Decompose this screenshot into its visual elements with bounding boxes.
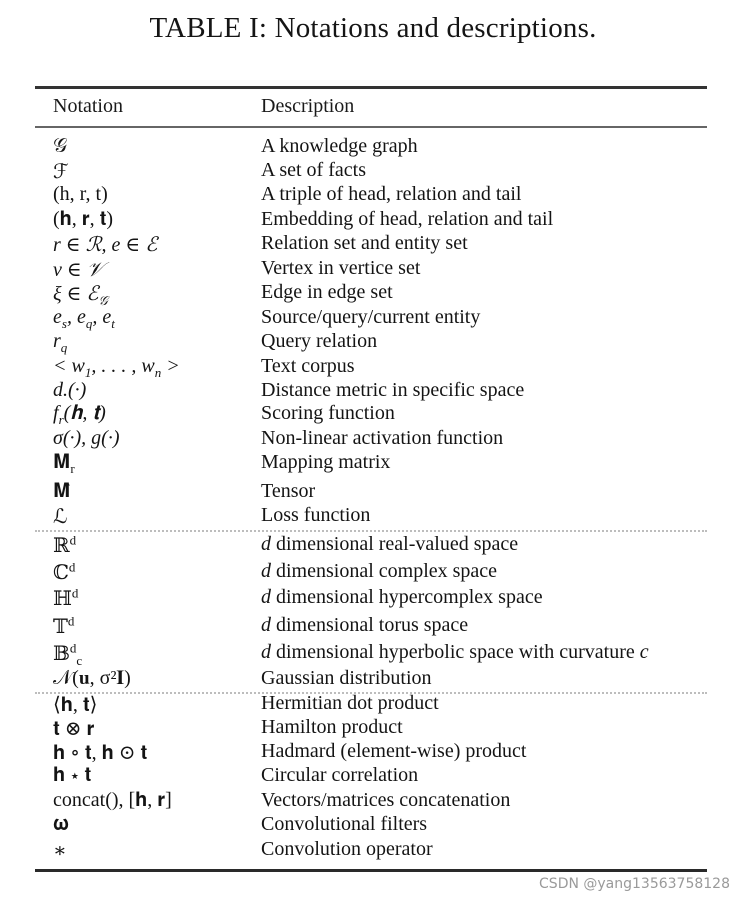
table-row xyxy=(0,451,746,475)
notation-cell: ⟨𝐡, 𝐭⟩ xyxy=(53,694,98,716)
notation-cell: 𝐡 ∘ 𝐭, 𝐡 ⊙ 𝐭 xyxy=(53,742,148,764)
description-cell: Hamilton product xyxy=(261,716,403,738)
notation-cell: $e_s$, $e_q$, $e_t$ xyxy=(53,306,115,331)
description-cell: d dimensional torus space xyxy=(261,614,469,636)
description-cell: A triple of head, relation and tail xyxy=(261,183,522,205)
notation-cell: ℱ xyxy=(53,161,69,183)
table-row xyxy=(0,533,746,557)
table-row xyxy=(0,716,746,740)
notation-cell: (h, r, t) xyxy=(53,183,108,205)
description-cell: Convolutional filters xyxy=(261,813,428,835)
table-row xyxy=(0,355,746,379)
description-cell: Circular correlation xyxy=(261,764,419,786)
table-row xyxy=(0,667,746,691)
table-caption: TABLE I: Notations and descriptions. xyxy=(149,12,597,44)
table-row xyxy=(0,427,746,451)
description-cell: Query relation xyxy=(261,330,378,352)
table-row xyxy=(0,257,746,281)
description-cell: d dimensional real-valued space xyxy=(261,533,519,555)
description-cell: Scoring function xyxy=(261,402,395,424)
table-row xyxy=(0,135,746,159)
table-row xyxy=(0,740,746,764)
table-row xyxy=(0,764,746,788)
description-cell: Distance metric in specific space xyxy=(261,379,525,401)
notation-cell: ℒ xyxy=(53,506,68,528)
description-cell: Relation set and entity set xyxy=(261,232,468,254)
description-cell: Tensor xyxy=(261,480,316,502)
table-row xyxy=(0,232,746,256)
table-row xyxy=(0,560,746,584)
notation-cell: $f_r(𝐡$, 𝐭) xyxy=(53,402,106,427)
notation-cell: < $w_1$, . . . , $w_n$ > xyxy=(53,355,180,380)
notation-cell: r ∈ ℛ, e ∈ ℰ xyxy=(53,234,158,256)
notation-cell: 𝐌̂ xyxy=(53,480,71,502)
notation-cell: $r_q$ xyxy=(53,330,68,355)
table-row xyxy=(0,330,746,354)
group-separator xyxy=(35,530,707,532)
notation-cell: d.(·) xyxy=(53,379,87,401)
bottom-rule xyxy=(35,869,707,872)
notation-cell: σ(·), g(·) xyxy=(53,427,120,449)
table-row xyxy=(0,159,746,183)
notation-cell: concat(), [𝐡, 𝐫] xyxy=(53,789,172,811)
description-cell: Edge in edge set xyxy=(261,281,393,303)
description-cell: Hermitian dot product xyxy=(261,692,439,714)
description-cell: Gaussian distribution xyxy=(261,667,432,689)
notation-cell: (𝐡, 𝐫, 𝐭) xyxy=(53,208,114,230)
description-cell: Mapping matrix xyxy=(261,451,391,473)
notation-cell: 𝐌$_r$ xyxy=(53,451,75,476)
notation-cell: 𝐡 ⋆ 𝐭 xyxy=(53,764,92,786)
notation-cell: 𝔹$^d_c$ xyxy=(53,640,83,668)
notation-cell: 𝛚 xyxy=(53,813,69,835)
notation-cell: ∗ xyxy=(53,840,67,862)
table-row xyxy=(0,306,746,330)
top-rule xyxy=(35,86,707,89)
description-cell: Vertex in vertice set xyxy=(261,257,421,279)
description-cell: Text corpus xyxy=(261,355,355,377)
table-row xyxy=(0,838,746,862)
table-row xyxy=(0,813,746,837)
description-cell: Convolution operator xyxy=(261,838,433,860)
notation-cell: ℍ$^d$ xyxy=(53,585,79,610)
description-cell: A knowledge graph xyxy=(261,135,418,157)
table-row xyxy=(0,586,746,610)
table-row xyxy=(0,614,746,638)
notation-cell: ℝ$^d$ xyxy=(53,532,77,557)
table-row xyxy=(0,692,746,716)
description-cell: Non-linear activation function xyxy=(261,427,504,449)
description-cell: Vectors/matrices concatenation xyxy=(261,789,511,811)
description-cell: Loss function xyxy=(261,504,371,526)
description-cell: A set of facts xyxy=(261,159,366,181)
notation-cell: 𝕋$^d$ xyxy=(53,613,75,638)
column-header-description: Description xyxy=(261,95,355,117)
table-row xyxy=(0,402,746,426)
notation-cell: 𝒩(𝐮, σ²𝐈) xyxy=(53,667,131,689)
table-row xyxy=(0,789,746,813)
table-row xyxy=(0,281,746,308)
description-cell: d dimensional hyperbolic space with curvature c xyxy=(261,641,649,663)
table-row xyxy=(0,379,746,403)
table-row xyxy=(0,480,746,504)
group-separator xyxy=(35,692,707,694)
description-cell: Hadmard (element-wise) product xyxy=(261,740,527,762)
notation-cell: ξ ∈ ℰ$_𝒢$ xyxy=(53,283,108,308)
header-rule xyxy=(35,126,707,128)
column-header-notation: Notation xyxy=(53,95,123,117)
notation-cell: v ∈ 𝒱 xyxy=(53,259,104,281)
table-row xyxy=(0,504,746,528)
description-cell: d dimensional complex space xyxy=(261,560,498,582)
table-row xyxy=(0,208,746,232)
description-cell: d dimensional hypercomplex space xyxy=(261,586,543,608)
notation-cell: 𝐭 ⊗ 𝐫 xyxy=(53,718,95,740)
notation-cell: ℂ$^d$ xyxy=(53,559,76,584)
description-cell: Source/query/current entity xyxy=(261,306,481,328)
notation-cell: 𝒢 xyxy=(53,135,68,157)
description-cell: Embedding of head, relation and tail xyxy=(261,208,554,230)
table-row xyxy=(0,640,746,668)
table-row xyxy=(0,183,746,207)
watermark: CSDN @yang13563758128 xyxy=(539,876,730,892)
